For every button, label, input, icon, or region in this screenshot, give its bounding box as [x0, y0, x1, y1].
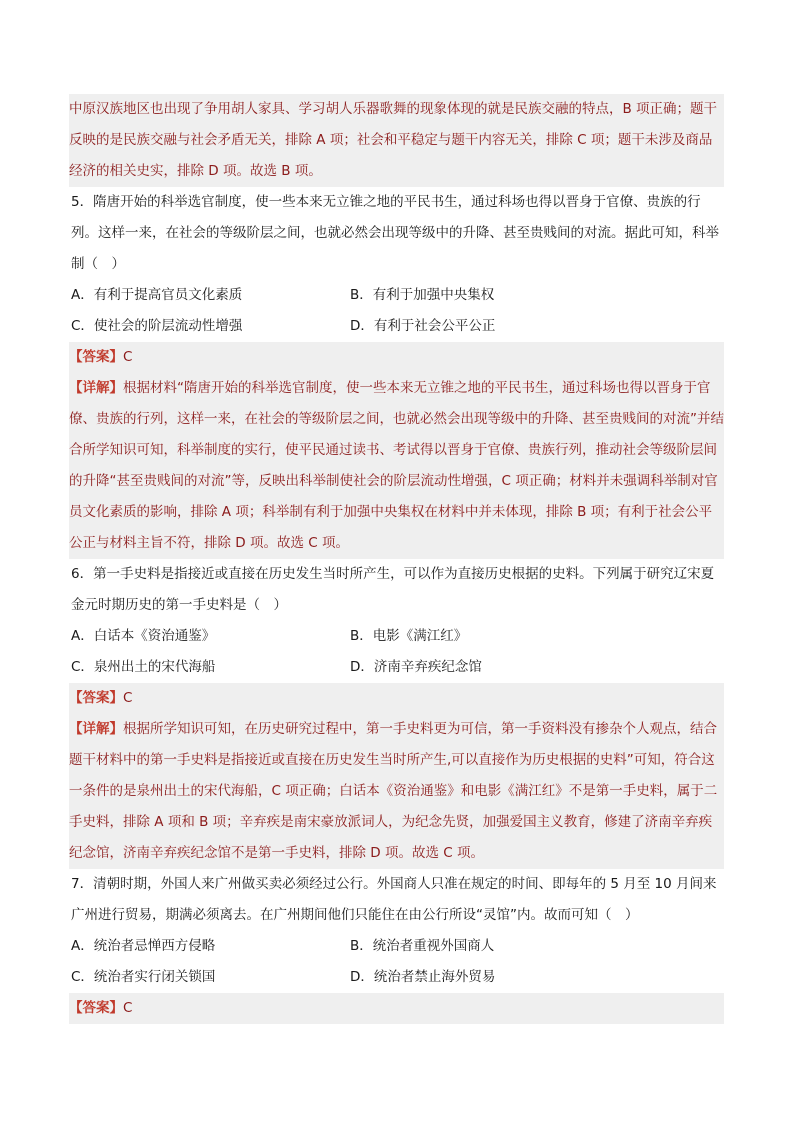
q5-detail: 【详解】根据材料“隋唐开始的科举选官制度，使一些本来无立锥之地的平民书生，通过科场也得以晋身于官僚、贵族的行列，这样一来，在社会的等级阶层之间，也就必然会出现等级中的升降、甚至贵贱间的对流”并结合所学知识可知，科举制度的实行，使平民通过读书、考试得以晋身于官僚、贵族行列，推动社会等级阶层间的升降“甚至贵贱间的对流”等，反映出科举制使社会的阶层流动性增强，C 项正确；材料并未强调科举制对官员文化素质的影响，排除 A 项；科举制有利于加强中央集权在材料中并未体现，排除 B 项；有利于社会公平公正与材料主旨不符，排除 D 项。故选 C 项。	[69, 380, 724, 551]
q7-option-a: A．统治者忌惮西方侵略	[71, 938, 216, 954]
q4-explanation-continued: 中原汉族地区也出现了争用胡人家具、学习胡人乐器歌舞的现象体现的就是民族交融的特点，B 项正确；题干反映的是民族交融与社会矛盾无关，排除 A 项；社会和平稳定与题干内容无关，排除 C 项；题干未涉及商品经济的相关史实，排除 D 项。故选 B 项。	[69, 94, 724, 187]
question-6-options	[69, 621, 724, 683]
q6-option-c: C．泉州出土的宋代海船	[71, 659, 216, 675]
q7-option-c: C．统治者实行闭关锁国	[71, 969, 216, 985]
q7-answer: 【答案】C	[69, 1000, 133, 1016]
q6-option-d: D．济南辛弃疾纪念馆	[350, 659, 482, 675]
q5-answer: 【答案】C	[69, 349, 133, 365]
q6-detail: 【详解】根据所学知识可知，在历史研究过程中，第一手史料更为可信，第一手资料没有掺杂个人观点，结合题干材料中的第一手史料是指接近或直接在历史发生当时所产生,可以直接作为历史根据的史料”可知，符合这一条件的是泉州出土的宋代海船，C 项正确；白话本《资治通鉴》和电影《满江红》不是第一手史料，属于二手史料，排除 A 项和 B 项；辛弃疾是南宋豪放派词人，为纪念先贤，加强爱国主义教育，修建了济南辛弃疾纪念馆，济南辛弃疾纪念馆不是第一手史料，排除 D 项。故选 C 项。	[69, 721, 718, 861]
q6-answer: 【答案】C	[69, 690, 133, 706]
q7-option-b: B．统治者重视外国商人	[350, 938, 495, 954]
q6-answer-block	[69, 683, 724, 869]
question-5-stem: 5．隋唐开始的科举选官制度，使一些本来无立锥之地的平民书生，通过科场也得以晋身于官僚、贵族的行列。这样一来，在社会的等级阶层之间，也就必然会出现等级中的升降、甚至贵贱间的对流。据此可知，科举制（ ）	[71, 194, 719, 272]
q7-answer-block	[69, 993, 724, 1024]
q5-option-a: A．有利于提高官员文化素质	[71, 287, 243, 303]
document-page	[69, 94, 724, 1024]
q5-option-d: D．有利于社会公平公正	[350, 318, 496, 334]
q5-option-c: C．使社会的阶层流动性增强	[71, 318, 243, 334]
question-6-stem: 6．第一手史料是指接近或直接在历史发生当时所产生，可以作为直接历史根据的史料。下列属于研究辽宋夏金元时期历史的第一手史料是（ ）	[71, 566, 715, 613]
question-7-options	[69, 931, 724, 993]
q6-option-a: A．白话本《资治通鉴》	[71, 628, 216, 644]
q6-option-b: B．电影《满江红》	[350, 628, 468, 644]
question-5-options	[69, 280, 724, 342]
q7-option-d: D．统治者禁止海外贸易	[350, 969, 496, 985]
q5-answer-block	[69, 342, 724, 559]
question-7-stem: 7．清朝时期，外国人来广州做买卖必须经过公行。外国商人只准在规定的时间、即每年的 5 月至 10 月间来广州进行贸易，期满必须离去。在广州期间他们只能住在由公行所设“灵馆”内。故而可知（ ）	[71, 876, 717, 923]
q5-option-b: B．有利于加强中央集权	[350, 287, 495, 303]
